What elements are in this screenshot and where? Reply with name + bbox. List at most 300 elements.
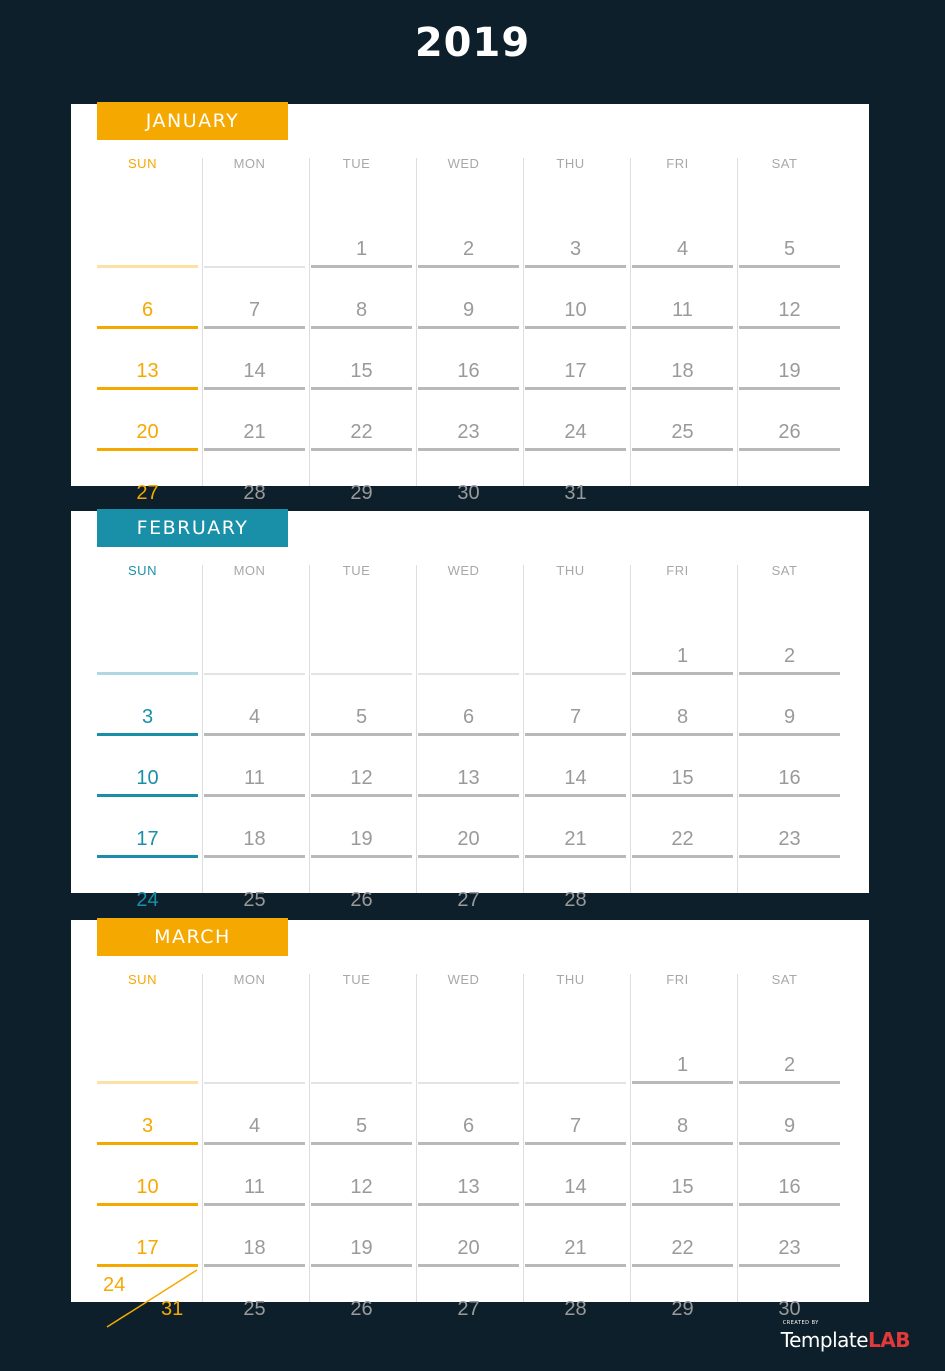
day-underline [525,265,626,268]
day-cell[interactable] [418,1207,519,1267]
day-cell[interactable] [418,859,519,919]
weekday-thu: THU [556,972,585,987]
day-underline [97,265,198,268]
day-cell[interactable] [632,1024,733,1084]
templatelab-logo[interactable] [780,1320,910,1352]
day-cell[interactable] [418,391,519,451]
day-number: 26 [350,1298,373,1320]
day-number: 7 [569,1115,582,1137]
day-cell[interactable] [525,391,626,451]
day-cell[interactable] [97,859,198,919]
day-underline [311,1203,412,1206]
day-cell[interactable] [97,1207,198,1267]
month-label: FEBRUARY [97,509,288,547]
day-cell[interactable] [204,1146,305,1206]
day-cell[interactable] [739,391,840,451]
day-cell[interactable] [632,269,733,329]
day-number: 11 [244,767,265,789]
day-underline [418,1264,519,1267]
day-number: 19 [350,1237,373,1259]
day-underline [418,1203,519,1206]
day-cell[interactable] [97,452,198,512]
column-divider [630,565,631,893]
day-number: 13 [136,360,159,382]
day-underline [739,1264,840,1267]
day-underline [525,1082,626,1084]
day-number: 9 [462,299,475,321]
day-underline [525,448,626,451]
day-cell[interactable] [632,1268,733,1328]
day-cell[interactable] [739,1268,840,1328]
day-underline [97,733,198,736]
day-underline [739,326,840,329]
day-underline [525,673,626,675]
day-number: 24 [564,421,587,443]
day-underline [418,265,519,268]
day-number: 10 [136,767,159,789]
empty-day-cell [204,615,305,675]
empty-day-cell [739,859,840,919]
day-underline [311,265,412,268]
column-divider [416,158,417,486]
day-number: 27 [136,482,159,504]
day-cell[interactable] [418,1268,519,1328]
day-number: 24 [136,889,159,911]
day-number: 8 [355,299,368,321]
day-number: 14 [564,1176,587,1198]
day-underline [311,1142,412,1145]
day-number: 28 [243,482,266,504]
day-cell[interactable] [632,676,733,736]
weekday-tue: TUE [342,563,371,578]
day-cell[interactable] [739,1207,840,1267]
day-cell[interactable] [311,1207,412,1267]
day-cell[interactable] [632,615,733,675]
day-underline [632,265,733,268]
day-number: 15 [671,1176,694,1198]
day-underline [525,1142,626,1145]
day-cell[interactable] [97,269,198,329]
day-cell[interactable] [739,676,840,736]
weekday-thu: THU [556,156,585,171]
day-cell[interactable] [311,391,412,451]
weekday-wed: WED [447,156,480,171]
day-underline [418,326,519,329]
day-underline [97,1203,198,1206]
day-number: 12 [778,299,801,321]
day-cell[interactable] [525,1085,626,1145]
column-divider [523,974,524,1302]
day-cell[interactable] [739,208,840,268]
day-number: 2 [462,238,475,260]
day-number: 22 [350,421,373,443]
day-number: 23 [778,828,801,850]
day-number: 4 [248,706,261,728]
day-underline [525,733,626,736]
month-grid [97,555,844,911]
day-underline [632,794,733,797]
day-underline [632,326,733,329]
day-cell[interactable] [97,1085,198,1145]
day-underline [97,1142,198,1145]
weekday-tue: TUE [342,156,371,171]
weekday-sat: SAT [771,563,798,578]
day-cell[interactable] [311,737,412,797]
day-cell[interactable] [418,1146,519,1206]
day-cell[interactable] [525,452,626,512]
day-number: 29 [671,1298,694,1320]
day-cell[interactable] [525,1268,626,1328]
day-cell[interactable] [311,676,412,736]
day-cell[interactable] [204,269,305,329]
day-underline [311,1264,412,1267]
day-underline [311,733,412,736]
empty-day-cell [525,615,626,675]
day-underline [97,1081,198,1084]
weekday-wed: WED [447,563,480,578]
empty-day-cell [97,1024,198,1084]
column-divider [523,565,524,893]
empty-day-cell [739,452,840,512]
day-number: 14 [243,360,266,382]
weekday-fri: FRI [666,972,689,987]
column-divider [630,158,631,486]
column-divider [202,158,203,486]
day-number: 6 [462,706,475,728]
day-number: 1 [676,645,689,667]
day-cell[interactable] [418,330,519,390]
year-title: 2019 [414,20,531,66]
day-number: 4 [676,238,689,260]
day-underline [204,266,305,268]
day-underline [311,387,412,390]
day-cell[interactable] [97,330,198,390]
weekday-sun: SUN [128,156,157,171]
day-number: 23 [457,421,480,443]
day-number: 28 [564,1298,587,1320]
day-number: 10 [564,299,587,321]
day-underline [311,794,412,797]
day-underline [525,387,626,390]
day-number: 27 [457,1298,480,1320]
day-number: 25 [243,1298,266,1320]
day-underline [204,794,305,797]
day-cell[interactable] [525,798,626,858]
day-underline [97,326,198,329]
day-cell[interactable] [204,391,305,451]
day-number: 22 [671,1237,694,1259]
day-underline [418,673,519,675]
day-underline [418,387,519,390]
weekday-tue: TUE [342,972,371,987]
day-cell[interactable] [97,798,198,858]
day-number: 17 [564,360,587,382]
day-cell[interactable] [632,208,733,268]
day-underline [311,1082,412,1084]
day-cell[interactable] [632,798,733,858]
day-number: 23 [778,1237,801,1259]
column-divider [309,158,310,486]
day-number: 19 [778,360,801,382]
day-cell[interactable] [525,1207,626,1267]
day-underline [204,1142,305,1145]
day-underline [739,855,840,858]
day-underline [632,1264,733,1267]
day-underline [204,326,305,329]
empty-day-cell [204,1024,305,1084]
day-cell[interactable] [418,676,519,736]
empty-day-cell [311,615,412,675]
day-cell[interactable] [204,737,305,797]
day-underline [632,387,733,390]
day-underline [311,448,412,451]
day-number: 9 [783,706,796,728]
day-underline [525,794,626,797]
day-cell[interactable] [204,798,305,858]
day-number: 27 [457,889,480,911]
day-underline [632,1142,733,1145]
day-cell[interactable] [204,1207,305,1267]
day-underline [204,1203,305,1206]
day-underline [418,794,519,797]
weekday-thu: THU [556,563,585,578]
weekday-sat: SAT [771,156,798,171]
day-cell[interactable] [739,798,840,858]
column-divider [309,974,310,1302]
day-number-first: 24 [103,1274,126,1296]
day-number: 4 [248,1115,261,1137]
day-cell[interactable] [418,798,519,858]
day-number: 15 [350,360,373,382]
column-divider [202,565,203,893]
logo-text-template: Template [780,1328,869,1352]
day-cell[interactable] [739,330,840,390]
day-number: 29 [350,482,373,504]
weekday-mon: MON [233,972,266,987]
month-panel-january [71,104,869,504]
day-cell[interactable] [418,208,519,268]
day-number: 30 [778,1298,801,1320]
day-number: 21 [564,828,587,850]
day-underline [525,1203,626,1206]
day-cell[interactable] [311,330,412,390]
day-cell[interactable] [632,737,733,797]
day-number: 22 [671,828,694,850]
empty-day-cell [97,615,198,675]
day-number: 20 [136,421,159,443]
day-underline [739,448,840,451]
day-underline [311,673,412,675]
day-cell[interactable] [97,1146,198,1206]
day-cell[interactable] [311,452,412,512]
day-cell[interactable] [632,1146,733,1206]
month-grid [97,148,844,504]
day-cell[interactable] [204,1085,305,1145]
day-number: 26 [778,421,801,443]
column-divider [416,565,417,893]
day-cell[interactable] [311,798,412,858]
day-cell[interactable] [632,1207,733,1267]
day-number: 3 [141,1115,154,1137]
day-underline [418,1082,519,1084]
day-number: 7 [569,706,582,728]
day-number: 12 [350,1176,373,1198]
day-cell[interactable] [418,269,519,329]
day-number: 18 [243,1237,266,1259]
day-cell[interactable] [97,676,198,736]
day-cell[interactable] [525,1146,626,1206]
column-divider [630,974,631,1302]
column-divider [202,974,203,1302]
day-cell[interactable] [525,330,626,390]
day-number: 20 [457,1237,480,1259]
day-cell[interactable] [418,737,519,797]
day-number: 21 [564,1237,587,1259]
column-divider [309,565,310,893]
day-underline [739,733,840,736]
day-underline [311,326,412,329]
day-cell[interactable] [204,452,305,512]
day-underline [97,672,198,675]
day-cell[interactable] [204,330,305,390]
weekday-sun: SUN [128,563,157,578]
day-underline [739,794,840,797]
day-cell[interactable] [525,269,626,329]
weekday-mon: MON [233,156,266,171]
day-cell[interactable] [418,452,519,512]
day-cell[interactable] [418,1085,519,1145]
day-underline [632,855,733,858]
column-divider [737,158,738,486]
day-cell[interactable] [97,1268,198,1328]
day-cell[interactable] [739,737,840,797]
day-cell[interactable] [311,1085,412,1145]
day-number: 11 [672,299,693,321]
day-underline [204,1264,305,1267]
weekday-fri: FRI [666,156,689,171]
day-number: 16 [457,360,480,382]
day-number: 20 [457,828,480,850]
day-number: 8 [676,1115,689,1137]
day-cell[interactable] [97,391,198,451]
day-cell[interactable] [525,676,626,736]
empty-day-cell [97,208,198,268]
day-cell[interactable] [525,737,626,797]
day-underline [204,855,305,858]
day-underline [97,387,198,390]
day-cell[interactable] [739,1024,840,1084]
day-number: 16 [778,767,801,789]
column-divider [737,565,738,893]
day-number-second: 31 [161,1298,184,1320]
day-number: 1 [355,238,368,260]
day-number: 8 [676,706,689,728]
day-cell[interactable] [632,391,733,451]
day-cell[interactable] [632,330,733,390]
day-cell[interactable] [739,269,840,329]
day-cell[interactable] [204,676,305,736]
day-cell[interactable] [97,737,198,797]
day-underline [739,265,840,268]
weekday-wed: WED [447,972,480,987]
day-number: 13 [457,1176,480,1198]
day-underline [632,733,733,736]
empty-day-cell [632,859,733,919]
column-divider [416,974,417,1302]
month-label: JANUARY [97,102,288,140]
day-underline [97,794,198,797]
day-number: 3 [141,706,154,728]
day-number: 2 [783,1054,796,1076]
column-divider [737,974,738,1302]
day-underline [97,855,198,858]
day-cell[interactable] [311,1146,412,1206]
day-underline [525,855,626,858]
day-number: 7 [248,299,261,321]
day-cell[interactable] [739,615,840,675]
day-underline [739,387,840,390]
day-cell[interactable] [311,859,412,919]
day-number: 10 [136,1176,159,1198]
day-number: 13 [457,767,480,789]
day-underline [632,448,733,451]
weekday-mon: MON [233,563,266,578]
day-underline [632,1203,733,1206]
day-cell[interactable] [311,269,412,329]
day-cell[interactable] [632,1085,733,1145]
weekday-header-row [97,964,844,992]
empty-day-cell [204,208,305,268]
empty-day-cell [311,1024,412,1084]
day-underline [739,1203,840,1206]
day-number: 12 [350,767,373,789]
day-number: 15 [671,767,694,789]
day-number: 21 [243,421,266,443]
day-cell[interactable] [739,1085,840,1145]
day-number: 30 [457,482,480,504]
weekday-header-row [97,555,844,583]
created-by-label: CREATED BY [782,1320,819,1326]
day-cell[interactable] [525,208,626,268]
day-number: 5 [355,1115,368,1137]
day-cell[interactable] [204,859,305,919]
day-underline [418,1142,519,1145]
day-number: 14 [564,767,587,789]
empty-day-cell [525,1024,626,1084]
day-number: 25 [243,889,266,911]
day-underline [739,672,840,675]
empty-day-cell [418,615,519,675]
day-underline [311,855,412,858]
empty-day-cell [632,452,733,512]
empty-day-cell [418,1024,519,1084]
day-number: 19 [350,828,373,850]
day-cell[interactable] [739,1146,840,1206]
day-number: 2 [783,645,796,667]
day-cell[interactable] [525,859,626,919]
day-underline [525,1264,626,1267]
day-cell[interactable] [311,1268,412,1328]
day-cell[interactable] [204,1268,305,1328]
day-number: 31 [564,482,587,504]
day-underline [97,448,198,451]
day-number: 17 [136,1237,159,1259]
day-number: 16 [778,1176,801,1198]
day-number: 6 [141,299,154,321]
day-cell[interactable] [311,208,412,268]
day-underline [525,326,626,329]
day-underline [97,1264,198,1267]
